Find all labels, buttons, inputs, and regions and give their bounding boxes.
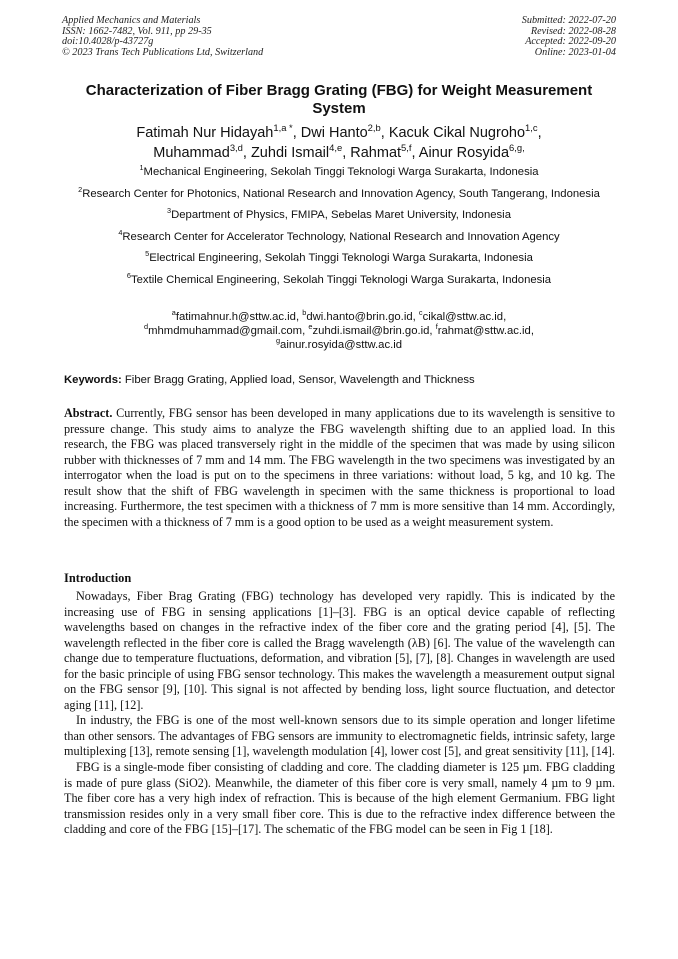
author-list	[70, 124, 608, 163]
email: $^b$dwi.hanto@brin.go.id,	[302, 308, 419, 323]
paragraph: FBG is a single-mode fiber consisting of cladding and core. The cladding diameter is 125 µm. FBG cladding is made of pure glass (SiO2). Meanwhile, the diameter of this fiber core is very small, namely 4 µm to 9 µm. The fiber core has a very high index of refraction. This is because of the high element Germanium. FBG light transmission resides only in a very small fiber core. This is due to the refractive index difference between the cladding and core of the FBG [15]–[17]. The schematic of the FBG model can be seen in Fig 1 [18].	[64, 760, 615, 837]
author: Kacuk Cikal Nugroho$^{1,c}$,	[388, 122, 542, 141]
introduction-body	[64, 589, 615, 838]
author: Fatimah Nur Hidayah$^{1,a *}$,	[136, 122, 301, 141]
keywords-label: Keywords:	[64, 374, 122, 386]
email: $^f$rahmat@sttw.ac.id,	[435, 322, 534, 337]
email-line	[62, 324, 616, 338]
journal-issn: ISSN: 1662-7482, Vol. 911, pp 29-35	[62, 25, 212, 37]
paragraph: In industry, the FBG is one of the most well-known sensors due to its simple operation and longer lifetime than other sensors. The advantages of FBG sensors are immunity to electromagnetic fields, intrinsic safety, large multiplexing [13], remote sensing [1], wavelength modulation [4], lower cost [5], and great sensitivity [11], [14].	[64, 713, 615, 759]
abstract-text: Currently, FBG sensor has been developed in many applications due to its wavelength is sensitive to pressure change. This study aims to analyze the FBG wavelength shifting due to an applied load. In this research, the FBG was placed transversely right in the middle of the specimen that was made by using silicon rubber with thicknesses of 7 mm and 14 mm. The FBG wavelength in the two specimens was investigated by an interrogator when the load is put on to the specimens in three variations: without load, 5 kg, and 10 kg. The result show that the shift of FBG wavelength in specimen with the same thickness is proportional to load increasing. Furthermore, the test specimen with a thickness of 7 mm is more sensitive than 14 mm. Accordingly, the specimen with a thickness of 7 mm is a good option to be used as a weight measurement system.	[64, 406, 615, 529]
journal-header-left	[62, 16, 263, 58]
journal-name: Applied Mechanics and Materials	[62, 15, 201, 26]
affiliation: $^2$Research Center for Photonics, National Research and Innovation Agency, South Tangerang, Indonesia	[78, 184, 600, 200]
keywords-text: Fiber Bragg Grating, Applied load, Sensor, Wavelength and Thickness	[124, 374, 475, 386]
author: Rahmat$^{5,f}$,	[350, 141, 419, 161]
affiliation: $^5$Electrical Engineering, Sekolah Tinggi Teknologi Warga Surakarta, Indonesia	[145, 249, 533, 264]
affiliation: $^3$Department of Physics, FMIPA, Sebelas Maret University, Indonesia	[167, 206, 511, 221]
journal-doi: doi:10.4028/p-43727g	[62, 36, 154, 48]
affiliation: $^6$Textile Chemical Engineering, Sekolah Tinggi Teknologi Warga Surakarta, Indonesia	[126, 270, 552, 286]
author: Zuhdi Ismail$^{4,e}$,	[250, 141, 351, 161]
email: $^g$ainur.rosyida@sttw.ac.id	[275, 336, 403, 351]
journal-copyright: © 2023 Trans Tech Publications Ltd, Switzerland	[62, 46, 264, 58]
email-line	[62, 338, 616, 352]
abstract	[64, 406, 615, 530]
affiliation: $^1$Mechanical Engineering, Sekolah Tinggi Teknologi Warga Surakarta, Indonesia	[139, 163, 539, 178]
date-online: Online: 2023-01-04	[534, 46, 616, 58]
email: $^e$zuhdi.ismail@brin.go.id,	[308, 322, 436, 337]
email: $^a$fatimahnur.h@sttw.ac.id,	[171, 308, 303, 323]
email: $^c$cikal@sttw.ac.id,	[418, 308, 507, 323]
email: $^d$mhmdmuhammad@gmail.com,	[144, 322, 309, 337]
section-heading-introduction: Introduction	[64, 571, 132, 585]
date-revised: Revised: 2022-08-28	[530, 25, 616, 37]
paragraph: Nowadays, Fiber Brag Grating (FBG) technology has developed very rapidly. This is indicated by the increasing use of FBG in sensing applications [1]–[3]. FBG is an optical device capable of reflecting wavelengths based on changes in the refractive index of the fiber core and the grating period [4], [5]. The wavelength reflected in the fiber core is called the Bragg wavelength (λB) [6]. The value of the wavelength can change due to temperature fluctuations, deformation, and vibration [5], [7], [8]. Changes in wavelength are used for the basic principle of using FBG sensor technology. This makes the wavelength a measurement output signal on the FBG sensor [9], [10]. This signal is not affected by bending loss, light source fluctuation, and detector aging [11], [12].	[64, 589, 615, 712]
author: Muhammad$^{3,d}$,	[153, 141, 251, 161]
date-submitted: Submitted: 2022-07-20	[521, 15, 616, 26]
affiliation-list	[62, 165, 616, 294]
author: Ainur Rosyida$^{6,g,}$	[418, 141, 525, 161]
abstract-label: Abstract.	[64, 406, 113, 420]
email-list	[62, 310, 616, 352]
paper-title: Characterization of Fiber Bragg Grating (FBG) for Weight Measurement System	[85, 82, 593, 117]
journal-header-right	[522, 16, 616, 58]
affiliation: $^4$Research Center for Accelerator Technology, National Research and Innovation Agency	[118, 227, 560, 243]
date-accepted: Accepted: 2022-09-20	[525, 36, 616, 48]
author: Dwi Hanto$^{2,b}$,	[300, 122, 389, 141]
keywords	[64, 374, 616, 386]
